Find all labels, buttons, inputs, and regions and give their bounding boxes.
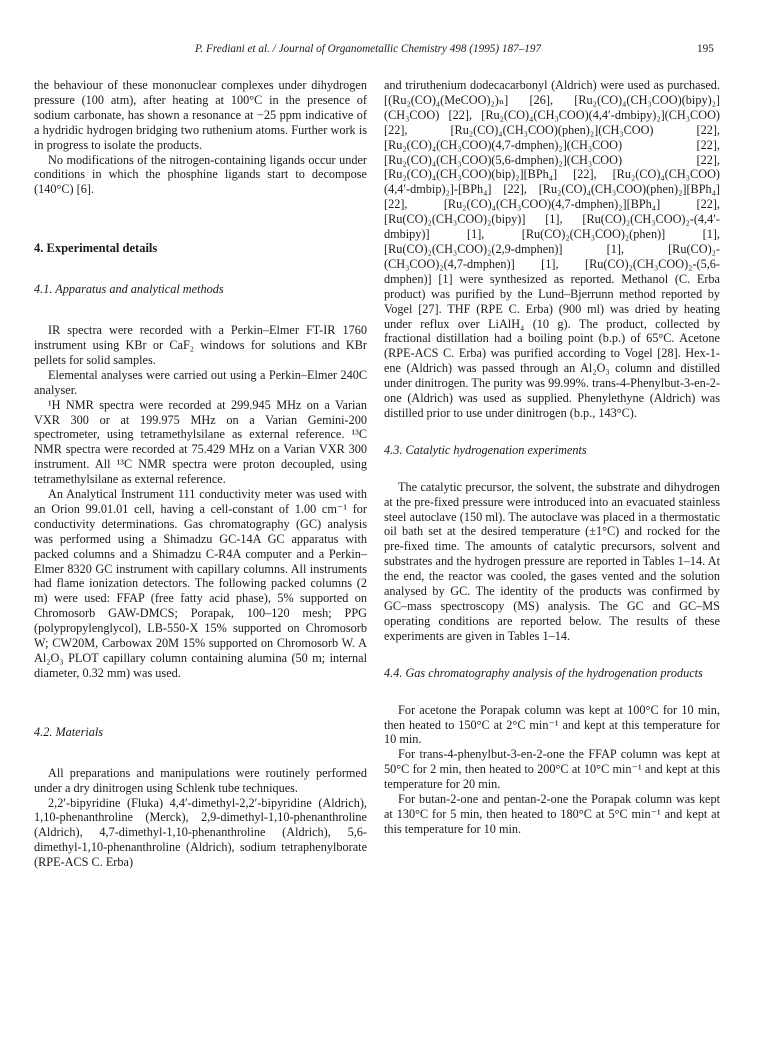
elemental-paragraph: Elemental analyses were carried out using a Perkin–Elmer 240C analyser.	[34, 367, 367, 397]
right-column	[384, 78, 720, 837]
gc-butan-paragraph: For butan-2-one and pentan-2-one the Porapak column was kept at 130°C for 5 min, then heated to 180°C at 5°C min⁻¹ and kept at this temperature for 10 min.	[384, 792, 720, 836]
hydrogenation-paragraph: The catalytic precursor, the solvent, the substrate and dihydrogen at the pre-fixed pressure were introduced into an evacuated stainless steel autoclave (150 ml). The autoclave was placed in a thermostatic oil bath set at the desired temperature (±1°C) and rocked for the pre-fixed time. The amounts of catalytic precursors, solvent and substrates and the hydrogen pressure are reported in Tables 1–14. At the end, the reactor was cooled, the gases vented and the solution analysed by GC. The identity of the products was confirmed by GC–mass spectroscopy (MS) analysis. The GC and GC–MS operating conditions are reported below. The results of these experiments are given in Tables 1–14.	[384, 479, 720, 643]
materials-continued-paragraph: and triruthenium dodecacarbonyl (Aldrich) were used as purchased. [(Ru₂(CO)₄(MeCOO)₂)ₙ] [26], [Ru₂(CO)₄(CH₃COO)(bipy)₂](CH₃COO) [22], [Ru₂(CO)₄(CH₃COO)(4,4′-dmbipy)₂](CH₃COO) [22], [Ru₂(CO)₄(CH₃COO)(phen)₂](CH₃COO) [22], [Ru₂(CO)₄(CH₃COO)(4,7-dmphen)₂](CH₃COO) [22], [Ru₂(CO)₄(CH₃COO)(5,6-dmphen)₂](CH₃COO) [22], [Ru₂(CO)₄(CH₃COO)(bip)₂][BPh₄] [22], [Ru₂(CO)₄(CH₃COO)(4,4′-dmbip)₂]-[BPh₄] [22], [Ru₂(CO)₄(CH₃COO)(phen)₂][BPh₄] [22], [Ru₂(CO)₄(CH₃COO)(4,7-dmphen)₂][BPh₄] [22], [Ru(CO)₂(CH₃COO)₂(bipy)] [1], [Ru(CO)₂(CH₃COO)₂-(4,4′-dmbipy)] [1], [Ru(CO)₂(CH₃COO)₂(phen)] [1], [Ru(CO)₂(CH₃COO)₂(2,9-dmphen)] [1], [Ru(CO)₂-(CH₃COO)₂(4,7-dmphen)] [1], [Ru(CO)₂(CH₃COO)₂-(5,6-dmphen)] [1] were synthesized as reported. Methanol (C. Erba product) was purified by the Lund–Bjerrunn method reported by Vogel [27]. THF (RPE C. Erba) (900 ml) was dried by heating under reflux over LiAlH₄ (10 g). The product, collected by fractional distillation had a boiling point (b.p.) of 65°C. Acetone (RPE-ACS C. Erba) was purified according to Vogel [28]. Hex-1-ene (Aldrich) was passed through an Al₂O₃ column and distilled under dinitrogen. The purity was 99.99%. trans-4-Phenylbut-3-en-2-one (Aldrich) was used as supplied. Phenylethyne (Aldrich) was distilled prior to use under dinitrogen (b.p., 143°C).	[384, 78, 720, 420]
gc-trans-paragraph: For trans-4-phenylbut-3-en-2-one the FFAP column was kept at 50°C for 2 min, then heated to 200°C at 10°C min⁻¹ and kept at this temperature for 20 min.	[384, 747, 720, 792]
intro-paragraph: the behaviour of these mononuclear complexes under dihydrogen pressure (100 atm), after heating at 100°C in the presence of sodium carbonate, has shown a resonance at −25 ppm indicative of a hydridic hydrogen bridging two ruthenium atoms. Further work is in progress to isolate the products.	[34, 78, 367, 152]
ir-paragraph: IR spectra were recorded with a Perkin–Elmer FT-IR 1760 instrument using KBr or CaF₂ windows for solutions and KBr pellets for solid samples.	[34, 323, 367, 367]
materials-paragraph-1: All preparations and manipulations were routinely performed under a dry dinitrogen using Schlenk tube techniques.	[34, 765, 367, 795]
subsection-heading-4-4: 4.4. Gas chromatography analysis of the hydrogenation products	[384, 665, 703, 680]
page-number: 195	[697, 43, 714, 55]
subsection-heading-4-1: 4.1. Apparatus and analytical methods	[34, 282, 224, 297]
running-header	[0, 43, 768, 59]
materials-paragraph-2: 2,2′-bipyridine (Fluka) 4,4′-dimethyl-2,2′-bipyridine (Aldrich), 1,10-phenanthroline (Merck), 2,9-dimethyl-1,10-phenanthroline (Aldrich), 4,7-dimethyl-1,10-phenanthroline (Aldrich), 5,6-dimethyl-1,10-phenanthroline (Aldrich), sodium tetraphenylborate (RPE-ACS C. Erba)	[34, 795, 367, 870]
subsection-heading-4-2: 4.2. Materials	[34, 724, 104, 739]
gc-paragraph: An Analytical Instrument 111 conductivity meter was used with an Orion 99.01.01 cell, having a cell-constant of 1.00 cm⁻¹ for conductivity determinations. Gas chromatography (GC) analysis was performed using a Shimadzu GC-14A GC apparatus with packed columns and a Shimadzu C-R4A computer and a Perkin–Elmer 8320 GC instrument with capillary columns. All instruments had flame ionization detectors. The following packed columns (2 m) were used: FFAP (free fatty acid phase), 5% supported on Chromosorb GAW-DMCS; Porapak, 100–120 mesh; PPG (polypropylenglycol), LB-550-X 15% supported on Chromosorb W; CW20M, Carbowax 20M 15% supported on Chromosorb W. A Al₂O₃ PLOT capillary column containing alumina (50 m; internal diameter, 0.32 mm) was used.	[34, 487, 367, 680]
section-heading: 4. Experimental details	[34, 241, 158, 256]
ligand-paragraph: No modifications of the nitrogen-containing ligands occur under conditions in which the phosphine ligands start to decompose (140°C) [6].	[34, 152, 367, 197]
running-title: P. Frediani et al. / Journal of Organometallic Chemistry 498 (1995) 187–197	[195, 43, 542, 55]
gc-acetone-paragraph: For acetone the Porapak column was kept at 100°C for 10 min, then heated to 150°C at 2°C min⁻¹ and kept at this temperature for 10 min.	[384, 702, 720, 747]
left-column	[34, 78, 367, 870]
nmr-paragraph: ¹H NMR spectra were recorded at 299.945 MHz on a Varian VXR 300 or at 199.975 MHz on a Varian Gemini-200 spectrometer, using tetramethylsilane as external reference. ¹³C NMR spectra were recorded at 75.429 MHz on a Varian VXR 300 instrument. All ¹³C NMR spectra were proton decoupled, using tetramethylsilane as external reference.	[34, 397, 367, 487]
subsection-heading-4-3: 4.3. Catalytic hydrogenation experiments	[384, 442, 587, 457]
